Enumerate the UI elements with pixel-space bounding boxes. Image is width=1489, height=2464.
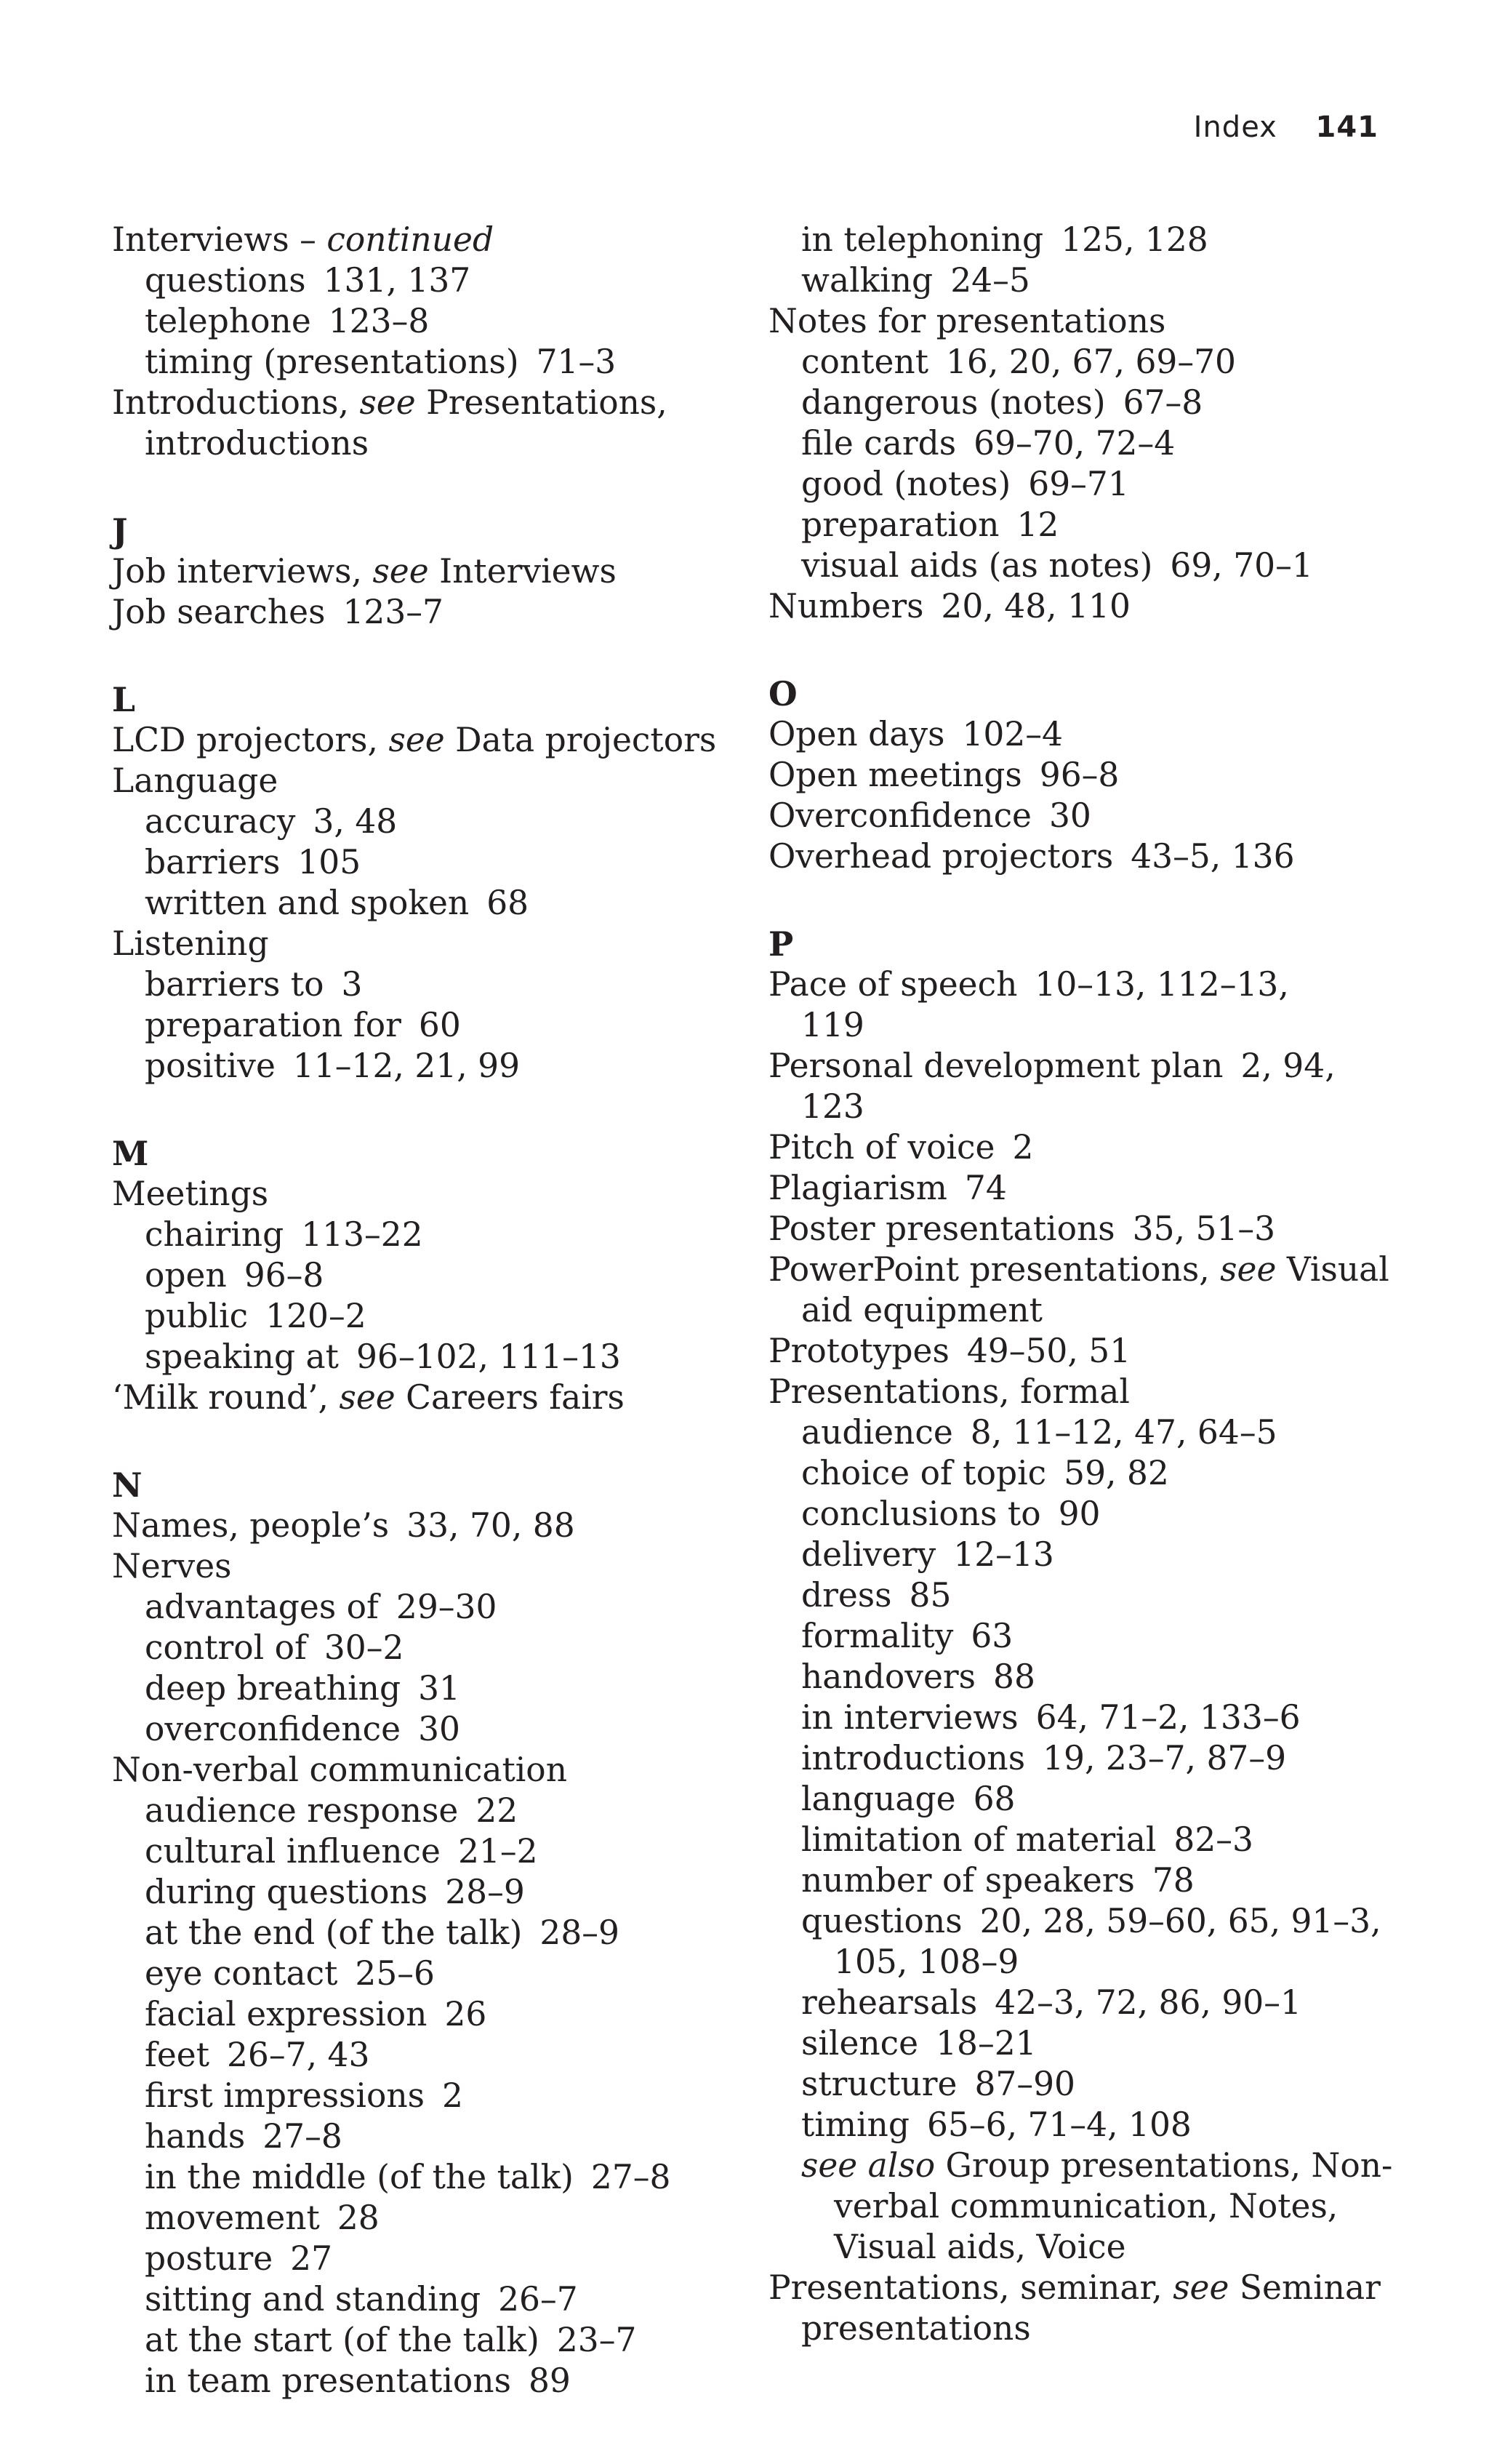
index-subentry [768,2186,1423,2227]
index-entry [112,551,752,592]
page-references: 69–71 [1028,465,1129,503]
index-entry [768,755,1423,796]
entry-text: PowerPoint presentations, [768,1250,1221,1289]
page-references: 16, 20, 67, 69–70 [945,343,1236,381]
entry-text: good (notes) [801,465,1011,503]
index-subentry [768,260,1423,301]
index-subentry [112,1046,752,1087]
page-references: 19, 23–7, 87–9 [1043,1739,1287,1777]
entry-text: Notes for presentations [768,302,1166,340]
page-references: 113–22 [301,1215,423,1254]
cross-reference-term: see [372,552,429,591]
page-references: 35, 51–3 [1132,1209,1276,1248]
page-references: 59, 82 [1064,1454,1169,1492]
index-entry [768,301,1423,342]
page-references: 30 [418,1710,460,1748]
page-references: 20, 48, 110 [941,587,1131,625]
page-references: 102–4 [962,715,1063,753]
index-subentry [112,1831,752,1872]
page-references: 82–3 [1173,1820,1253,1859]
index-subentry [768,383,1423,423]
index-subentry [112,2157,752,2198]
index-subentry [768,1738,1423,1779]
entry-text: dress [801,1576,892,1615]
entry-text: positive [145,1047,276,1085]
index-entry [768,586,1423,627]
entry-text: Interviews – [112,220,327,259]
entry-text: presentations [801,2309,1031,2348]
entry-text: barriers to [145,965,324,1004]
entry-text: choice of topic [801,1454,1047,1492]
index-subentry [768,220,1423,260]
index-subentry [768,1494,1423,1535]
entry-text: Job interviews, [112,552,373,591]
entry-text: chairing [145,1215,284,1254]
index-entry [112,383,752,423]
index-subentry [768,1535,1423,1575]
index-subentry [768,1697,1423,1738]
index-column-left [112,220,752,2401]
page-references: 31 [418,1669,460,1708]
index-subentry [112,1709,752,1750]
page-references: 23–7 [556,2321,637,2359]
page-references: 69, 70–1 [1170,546,1313,585]
index-entry [112,220,752,260]
index-entry [768,1209,1423,1249]
entry-text: deep breathing [145,1669,401,1708]
index-entry [768,964,1423,1005]
entry-text: 123 [801,1087,864,1126]
page-references: 64, 71–2, 133–6 [1035,1698,1301,1737]
index-subentry [112,2320,752,2361]
index-entry [768,1331,1423,1372]
entry-text: Pitch of voice [768,1128,995,1167]
page-references: 30–2 [324,1628,404,1667]
index-section-letter: M [112,1134,149,1173]
page-references: 3 [341,965,363,1004]
entry-text: 119 [801,1006,864,1044]
page-references: 60 [418,1006,461,1044]
entry-text: introductions [145,424,369,463]
index-entry [112,761,752,801]
page-references: 88 [993,1657,1035,1696]
entry-text: Meetings [112,1175,269,1213]
entry-text: Overconfidence [768,796,1032,835]
index-entry [112,1546,752,1587]
entry-text: Plagiarism [768,1169,947,1207]
page-references: 27–8 [262,2117,342,2156]
page-references: 68 [486,884,529,922]
entry-text: dangerous (notes) [801,383,1106,422]
index-subentry [112,1791,752,1831]
entry-text: overconfidence [145,1710,401,1748]
index-subentry [112,1215,752,1255]
index-subentry [768,464,1423,505]
index-subentry [112,423,752,464]
page-number: 141 [1315,111,1378,144]
page-references: 65–6, 71–4, 108 [926,2105,1192,2144]
cross-reference-term: see also [801,2146,936,2185]
entry-text: in team presentations [145,2361,511,2400]
page-references: 26–7, 43 [226,2036,370,2074]
page-references: 69–70, 72–4 [974,424,1176,463]
index-subentry [768,2064,1423,2105]
page-references: 28 [337,2199,380,2237]
entry-text: structure [801,2065,958,2103]
page-references: 20, 28, 59–60, 65, 91–3, [979,1902,1381,1940]
cross-reference-term: see [339,1378,396,1417]
page-references: 33, 70, 88 [406,1506,575,1545]
entry-text: Seminar [1229,2268,1381,2307]
page-references: 131, 137 [323,261,471,300]
entry-text: conclusions to [801,1495,1041,1533]
index-entry [768,1046,1423,1087]
page-references: 71–3 [536,343,617,381]
page-references: 43–5, 136 [1131,837,1295,876]
entry-text: Presentations, seminar, [768,2268,1173,2307]
entry-text: Prototypes [768,1332,950,1370]
entry-text: cultural influence [145,1832,441,1871]
entry-text: content [801,343,928,381]
entry-text: Open meetings [768,756,1022,794]
page-references: 21–2 [457,1832,538,1871]
entry-text: Numbers [768,587,924,625]
index-entry [768,2268,1423,2308]
page-references: 120–2 [265,1297,366,1335]
index-entry [768,1372,1423,1412]
entry-text: Poster presentations [768,1209,1115,1248]
index-subentry [768,342,1423,383]
entry-text: language [801,1780,956,1818]
entry-text: Interviews [428,552,617,591]
index-subentry [768,1290,1423,1331]
page-references: 74 [964,1169,1007,1207]
index-subentry [112,1296,752,1337]
entry-text: control of [145,1628,307,1667]
page-references: 123–8 [328,302,430,340]
entry-text: introductions [801,1739,1026,1777]
entry-text: timing (presentations) [145,343,519,381]
page-references: 78 [1152,1861,1195,1900]
entry-text: Introductions, [112,383,360,422]
index-column-right [768,220,1423,2349]
index-section-letter: P [768,924,794,964]
entry-text: open [145,1256,227,1295]
entry-text: Listening [112,924,269,963]
index-entry [768,796,1423,836]
entry-text: Job searches [112,593,326,631]
page-references: 8, 11–12, 47, 64–5 [970,1413,1277,1452]
entry-text: Careers fairs [395,1378,625,1417]
index-subentry [112,301,752,342]
index-entry [768,836,1423,877]
page-references: 2, 94, [1240,1047,1336,1085]
index-section-letter: N [112,1465,143,1505]
page-references: 12–13 [953,1535,1054,1574]
page-references: 96–8 [1039,756,1120,794]
index-entry [768,1127,1423,1168]
entry-text: during questions [145,1873,428,1911]
index-subentry [112,2198,752,2239]
index-entry [768,714,1423,755]
entry-text: handovers [801,1657,976,1696]
index-subentry [768,1453,1423,1494]
entry-text: aid equipment [801,1291,1043,1329]
index-section-letter: O [768,674,798,713]
index-section-letter: L [112,680,135,719]
page-references: 68 [973,1780,1016,1818]
page-references: 28–9 [539,1913,619,1952]
entry-text: questions [145,261,306,300]
entry-text: visual aids (as notes) [801,546,1153,585]
index-subentry [112,1668,752,1709]
index-entry [112,1377,752,1418]
page-references: 105 [297,843,361,881]
page-references: 30 [1048,796,1091,835]
index-subentry [112,1255,752,1296]
index-section-letter: J [112,511,128,551]
entry-text: Overhead projectors [768,837,1114,876]
entry-text: accuracy [145,802,296,841]
page-references: 2 [1012,1128,1034,1167]
page-references: 22 [475,1791,518,1830]
index-entry [112,1505,752,1546]
entry-text: questions [801,1902,963,1940]
index-subentry [768,1616,1423,1657]
index-entry [768,1249,1423,1290]
page-references: 26 [444,1995,487,2033]
index-subentry [768,1657,1423,1697]
entry-text: Nerves [112,1547,232,1585]
entry-text: posture [145,2239,273,2278]
entry-text: first impressions [145,2076,425,2115]
index-subentry [112,883,752,924]
page-references: 87–90 [974,2065,1075,2103]
index-entry [768,1168,1423,1209]
cross-reference-term: see [359,383,416,422]
index-entry [112,592,752,633]
index-subentry [112,2035,752,2076]
entry-text: Language [112,761,278,800]
entry-text: in interviews [801,1698,1019,1737]
entry-text: Visual [1276,1250,1389,1289]
index-subentry [768,1005,1423,1046]
entry-text: delivery [801,1535,936,1574]
index-subentry [112,1913,752,1953]
page-references: 123–7 [342,593,444,631]
entry-text: LCD projectors, [112,721,389,759]
page-references: 18–21 [936,2024,1037,2063]
page-references: 12 [1016,505,1059,544]
entry-text: timing [801,2105,910,2144]
index-subentry [768,1942,1423,1983]
entry-text: Group presentations, Non- [935,2146,1393,2185]
page-references: 42–3, 72, 86, 90–1 [995,1983,1301,2022]
page-references: 25–6 [355,1954,435,1993]
index-subentry [768,1860,1423,1901]
entry-text: at the end (of the talk) [145,1913,523,1952]
index-subentry [112,260,752,301]
index-subentry [768,545,1423,586]
page-references: 49–50, 51 [966,1332,1131,1370]
page-references: 24–5 [950,261,1030,300]
index-subentry [768,1820,1423,1860]
index-entry [112,720,752,761]
index-subentry [768,1779,1423,1820]
index-entry [112,1174,752,1215]
index-subentry [112,1005,752,1046]
index-entry [112,1750,752,1791]
page-references: 3, 48 [313,802,398,841]
entry-text: ‘Milk round’, [112,1378,340,1417]
cross-reference-term: see [1173,2268,1229,2307]
entry-text: telephone [145,302,311,340]
entry-text: Non-verbal communication [112,1751,568,1789]
entry-text: rehearsals [801,1983,978,2022]
index-subentry [768,1575,1423,1616]
index-subentry [112,842,752,883]
index-subentry [768,1983,1423,2023]
index-subentry [112,801,752,842]
entry-text: 105, 108–9 [834,1943,1019,1981]
index-subentry [112,2279,752,2320]
cross-reference-term: see [388,721,445,759]
entry-text: speaking at [145,1337,339,1376]
index-subentry [768,2023,1423,2064]
index-subentry [112,1953,752,1994]
page-references: 2 [442,2076,463,2115]
entry-text: audience response [145,1791,459,1830]
index-subentry [768,2227,1423,2268]
entry-text: Presentations, formal [768,1372,1130,1411]
index-subentry [768,2105,1423,2145]
page-references: 90 [1058,1495,1101,1533]
page-references: 27–8 [590,2158,671,2196]
index-subentry [768,505,1423,545]
entry-text: Visual aids, Voice [834,2228,1126,2266]
page-references: 27 [290,2239,333,2278]
entry-text: Personal development plan [768,1047,1224,1085]
entry-text: eye contact [145,1954,338,1993]
entry-text: formality [801,1617,954,1655]
entry-text: sitting and standing [145,2280,481,2319]
entry-text: in telephoning [801,220,1044,259]
entry-text: feet [145,2036,209,2074]
page-references: 10–13, 112–13, [1035,965,1289,1004]
page-references: 85 [909,1576,952,1615]
entry-text: Names, people’s [112,1506,390,1545]
cross-reference-term: see [1220,1250,1277,1289]
entry-text: movement [145,2199,320,2237]
page-references: 28–9 [445,1873,525,1911]
page-references: 89 [528,2361,571,2400]
index-subentry [112,2361,752,2401]
index-subentry [112,2116,752,2157]
index-subentry [768,1901,1423,1942]
entry-text: barriers [145,843,281,881]
index-subentry [112,1587,752,1628]
index-subentry [112,2239,752,2279]
entry-text: hands [145,2117,246,2156]
page-references: 11–12, 21, 99 [292,1047,521,1085]
entry-text: Presentations, [415,383,667,422]
index-entry [112,924,752,964]
index-subentry [112,1872,752,1913]
page-references: 96–8 [244,1256,324,1295]
page-references: 63 [971,1617,1014,1655]
index-subentry [768,1412,1423,1453]
entry-text: preparation for [145,1006,401,1044]
index-subentry [112,342,752,383]
entry-text: Data projectors [444,721,717,759]
entry-text: preparation [801,505,1000,544]
entry-text: file cards [801,424,957,463]
index-subentry [768,2308,1423,2349]
entry-text: advantages of [145,1588,379,1626]
cross-reference-term: continued [326,220,494,259]
running-header [1194,111,1378,144]
page-references: 125, 128 [1061,220,1208,259]
index-subentry [112,1628,752,1668]
entry-text: number of speakers [801,1861,1135,1900]
entry-text: verbal communication, Notes, [834,2187,1339,2225]
index-subentry [112,964,752,1005]
page-references: 67–8 [1123,383,1203,422]
entry-text: in the middle (of the talk) [145,2158,574,2196]
entry-text: limitation of material [801,1820,1157,1859]
page-references: 96–102, 111–13 [356,1337,621,1376]
entry-text: Open days [768,715,945,753]
index-subentry [768,1087,1423,1127]
entry-text: facial expression [145,1995,428,2033]
index-subentry [768,2145,1423,2186]
page-references: 29–30 [396,1588,497,1626]
index-subentry [768,423,1423,464]
entry-text: walking [801,261,934,300]
entry-text: audience [801,1413,953,1452]
page-references: 26–7 [498,2280,578,2319]
entry-text: public [145,1297,249,1335]
index-subentry [112,2076,752,2116]
index-subentry [112,1337,752,1377]
entry-text: silence [801,2024,919,2063]
index-subentry [112,1994,752,2035]
entry-text: written and spoken [145,884,470,922]
running-header-section: Index [1193,111,1277,144]
entry-text: at the start (of the talk) [145,2321,539,2359]
entry-text: Pace of speech [768,965,1018,1004]
